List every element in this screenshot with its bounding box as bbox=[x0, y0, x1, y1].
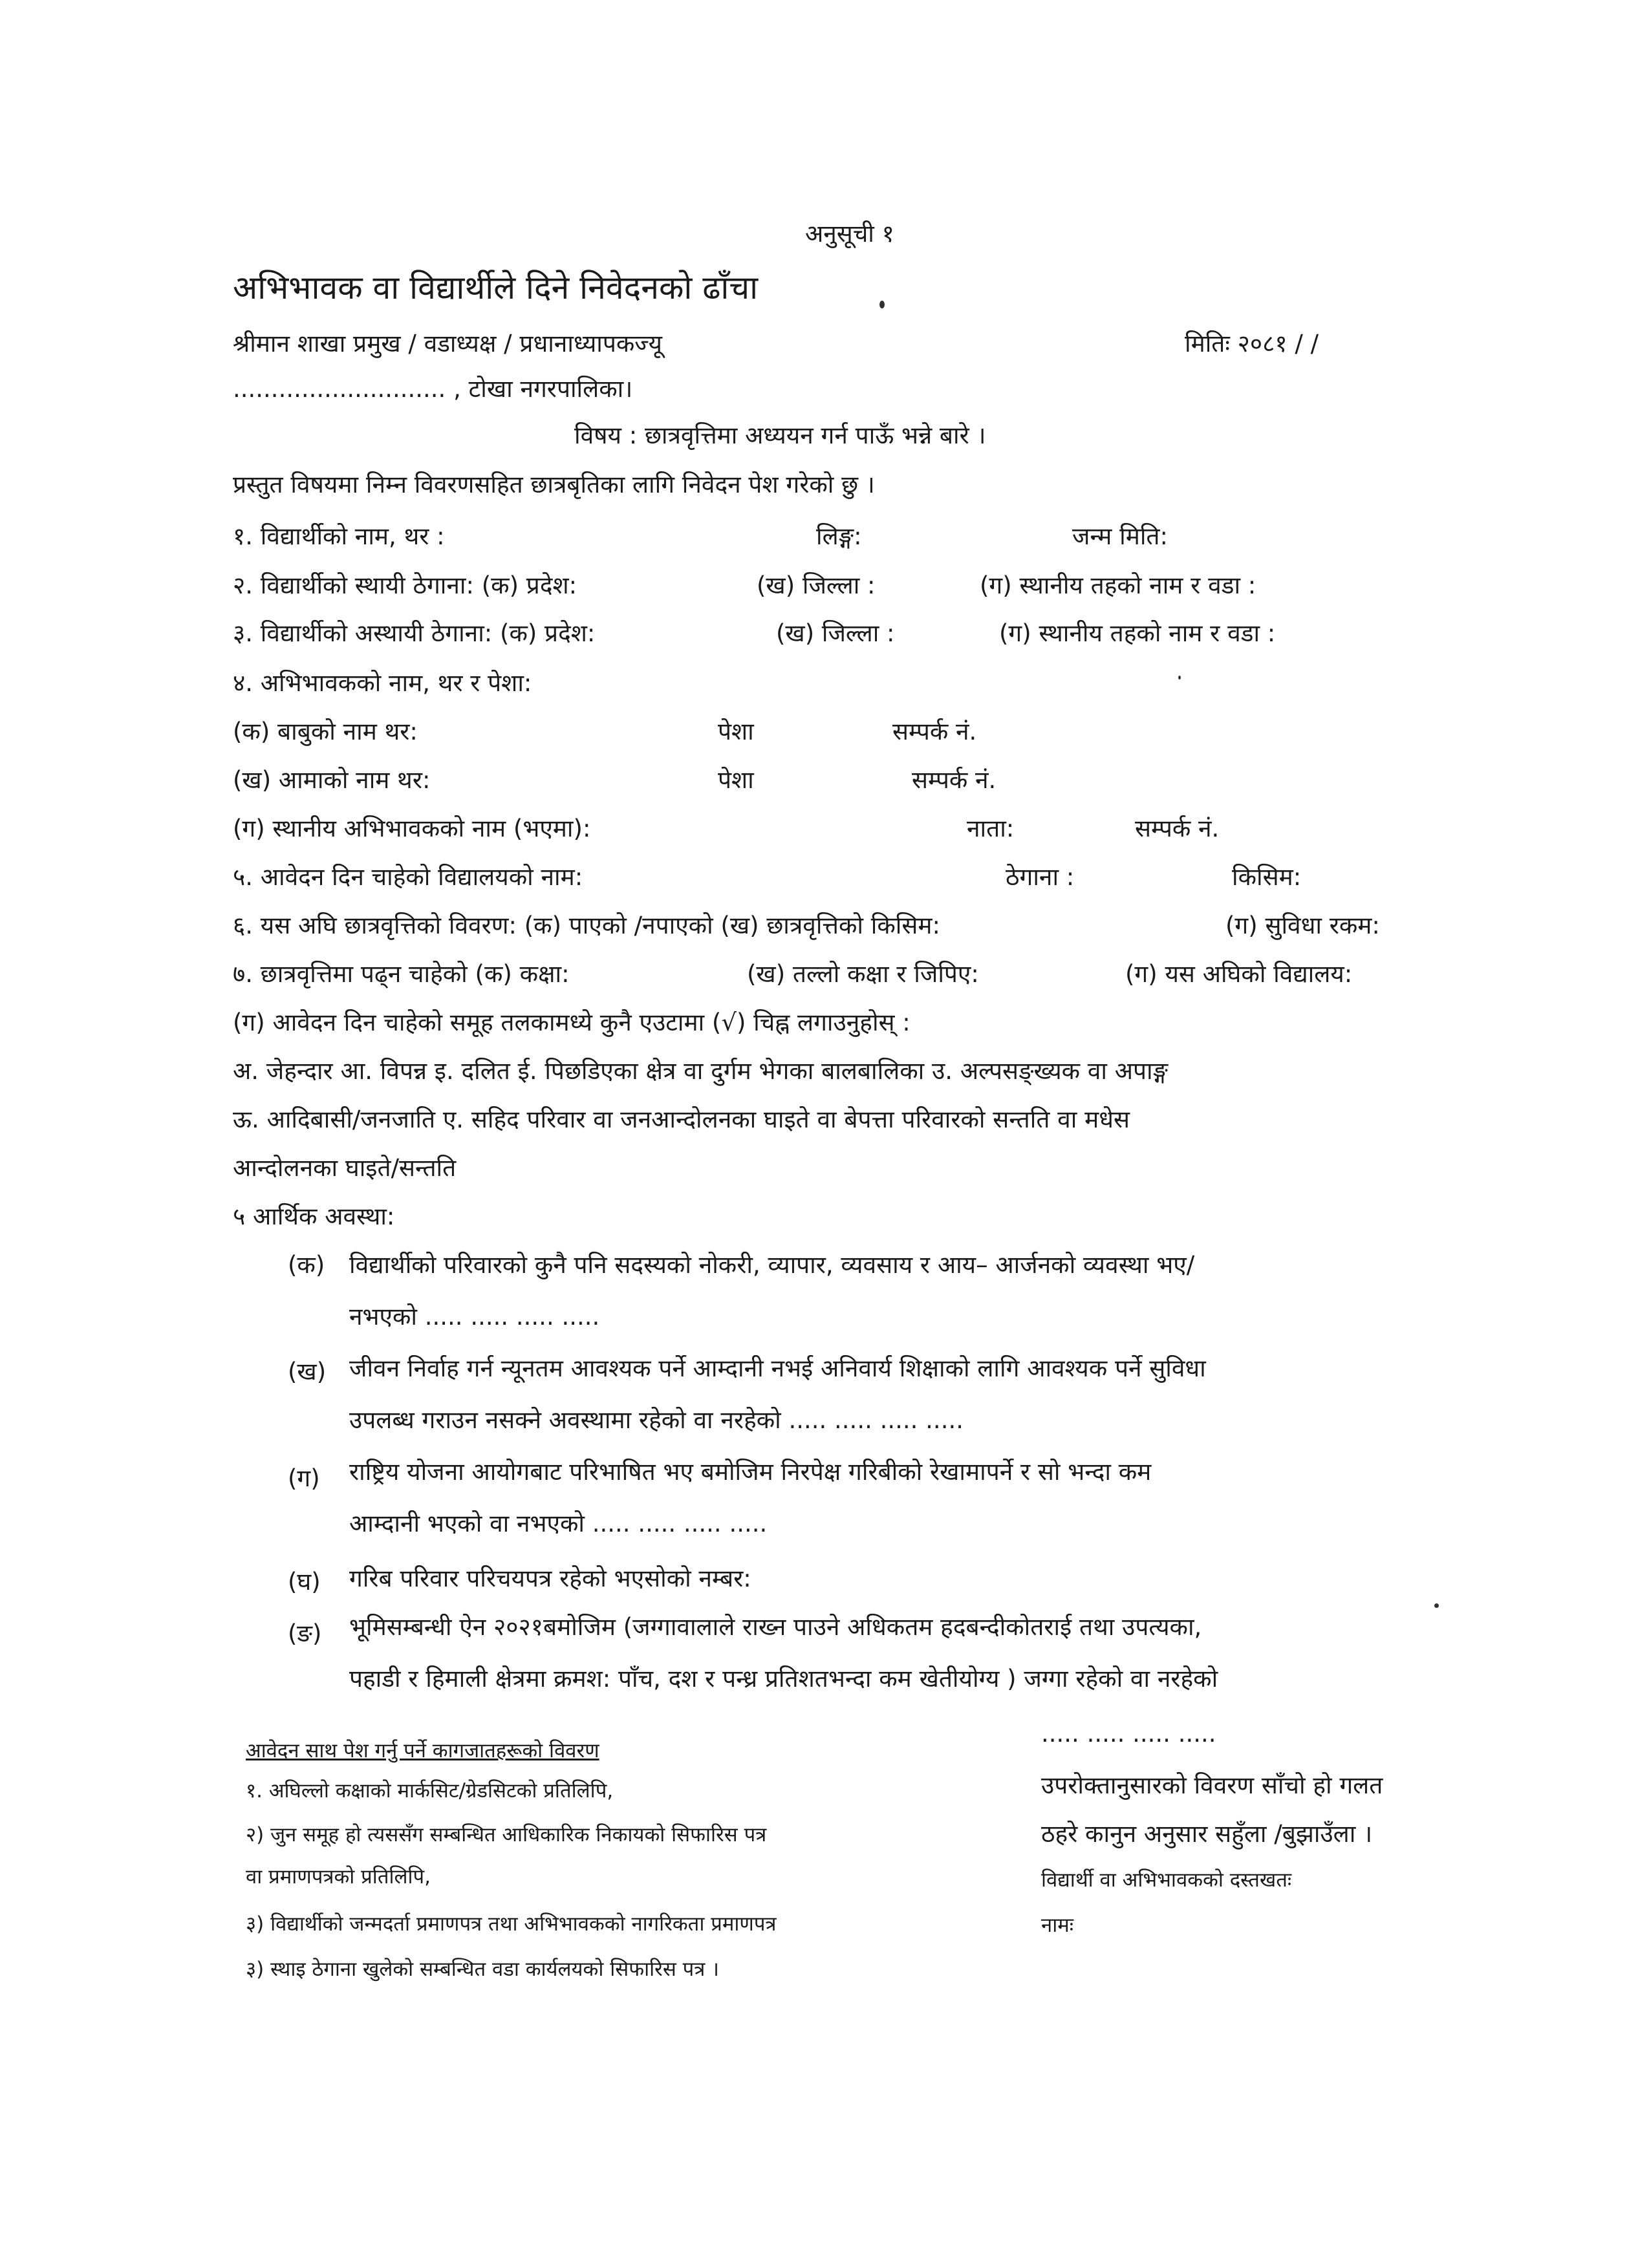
school-type-label: किसिम: bbox=[1232, 863, 1302, 891]
guardian-section-label: ४. अभिभावकको नाम, थर र पेशा: bbox=[233, 669, 532, 697]
temporary-address-label: ३. विद्यार्थीको अस्थायी ठेगाना: (क) प्रदेश: bbox=[233, 619, 596, 647]
documents-heading: आवेदन साथ पेश गर्नु पर्ने कागजातहरूको विवरण bbox=[246, 1739, 599, 1762]
document-item: ३) स्थाइ ठेगाना खुलेको सम्बन्धित वडा कार्यलयको सिफारिस पत्र । bbox=[246, 1958, 719, 1981]
lower-grade-gpa-label: (ख) तल्लो कक्षा र जिपिए: bbox=[747, 960, 979, 988]
economic-item-text: आम्दानी भएको वा नभएको ..... ..... ..... ..... bbox=[349, 1510, 768, 1537]
father-contact-label: सम्पर्क नं. bbox=[892, 718, 977, 745]
previous-scholarship-label: ६. यस अघि छात्रवृत्तिको विवरण: (क) पाएको /नपाएको (ख) छात्रवृत्तिको किसिम: bbox=[233, 912, 940, 939]
father-name-label: (क) बाबुको नाम थर: bbox=[233, 718, 418, 745]
mother-occupation-label: पेशा bbox=[718, 766, 754, 794]
intro-text: प्रस्तुत विषयमा निम्न विवरणसहित छात्रबृतिका लागि निवेदन पेश गरेको छु । bbox=[233, 471, 875, 498]
economic-item-text: नभएको ..... ..... ..... ..... bbox=[349, 1303, 600, 1331]
page-title: अभिभावक वा विद्यार्थीले दिने निवेदनको ढाँचा bbox=[233, 269, 759, 306]
document-item: ३) विद्यार्थीको जन्मदर्ता प्रमाणपत्र तथा अभिभावकको नागरिकता प्रमाणपत्र bbox=[246, 1912, 777, 1936]
scan-speck bbox=[1178, 676, 1181, 679]
school-address-label: ठेगाना : bbox=[1006, 863, 1075, 891]
temporary-local-label: (ग) स्थानीय तहको नाम र वडा : bbox=[999, 619, 1276, 647]
permanent-district-label: (ख) जिल्ला : bbox=[757, 572, 876, 599]
name-label: नामः bbox=[1041, 1914, 1074, 1937]
group-options-line-1: अ. जेहन्दार आ. विपन्न इ. दलित ई. पिछडिएका क्षेत्र वा दुर्गम भेगका बालबालिका उ. अल्पसङ्ख्यक वा अपाङ्ग bbox=[233, 1057, 1169, 1085]
previous-school-label: (ग) यस अघिको विद्यालय: bbox=[1125, 960, 1353, 988]
mother-name-label: (ख) आमाको नाम थर: bbox=[233, 766, 431, 794]
document-item: वा प्रमाणपत्रको प्रतिलिपि, bbox=[246, 1865, 431, 1888]
group-options-line-3: आन्दोलनका घाइते/सन्तति bbox=[233, 1154, 457, 1182]
annex-label: अनुसूची १ bbox=[805, 220, 894, 248]
document-item: २) जुन समूह हो त्यससँग सम्बन्धित आधिकारिक निकायको सिफारिस पत्र bbox=[246, 1823, 767, 1846]
father-occupation-label: पेशा bbox=[718, 718, 754, 745]
local-guardian-label: (ग) स्थानीय अभिभावकको नाम (भएमा): bbox=[233, 815, 591, 842]
economic-item-marker: (ग) bbox=[288, 1464, 320, 1492]
economic-heading: ५ आर्थिक अवस्था: bbox=[233, 1203, 395, 1230]
scholarship-amount-label: (ग) सुविधा रकम: bbox=[1225, 912, 1380, 939]
economic-item-marker: (ख) bbox=[288, 1358, 327, 1385]
salutation: श्रीमान शाखा प्रमुख / वडाध्यक्ष / प्रधानाध्यापकज्यू bbox=[233, 330, 662, 358]
economic-item-marker: (ङ) bbox=[288, 1620, 322, 1647]
economic-item-marker: (घ) bbox=[288, 1568, 321, 1596]
student-name-label: १. विद्यार्थीको नाम, थर : bbox=[233, 522, 445, 550]
economic-item-marker: (क) bbox=[288, 1251, 325, 1279]
declaration-line-2: ठहरे कानुन अनुसार सहुँला /बुझाउँला । bbox=[1041, 1820, 1373, 1848]
address-line: ............................ , टोखा नगरपालिका। bbox=[233, 375, 633, 403]
economic-item-text: जीवन निर्वाह गर्न न्यूनतम आवश्यक पर्ने आम्दानी नभई अनिवार्य शिक्षाको लागि आवश्यक पर्ने सुविधा bbox=[349, 1354, 1206, 1382]
economic-item-text: पहाडी र हिमाली क्षेत्रमा क्रमश: पाँच, दश र पन्ध्र प्रतिशतभन्दा कम खेतीयोग्य ) जग्गा रहेको वा नरहेको bbox=[349, 1665, 1218, 1693]
economic-item-text: भूमिसम्बन्धी ऐन २०२१बमोजिम (जग्गावालाले राख्न पाउने अधिकतम हदबन्दीकोतराई तथा उपत्यका, bbox=[349, 1613, 1202, 1641]
document-item: १. अघिल्लो कक्षाको मार्कसिट/ग्रेडसिटको प्रतिलिपि, bbox=[246, 1779, 614, 1803]
group-instruction: (ग) आवेदन दिन चाहेको समूह तलकामध्ये कुनै एउटामा (√) चिह्न लगाउनुहोस् : bbox=[233, 1009, 911, 1036]
scan-speck bbox=[1434, 1603, 1439, 1608]
economic-item-text: गरिब परिवार परिचयपत्र रहेको भएसोको नम्बर: bbox=[349, 1565, 751, 1592]
dob-label: जन्म मिति: bbox=[1072, 522, 1168, 550]
relation-label: नाता: bbox=[967, 815, 1015, 842]
date-field: मितिः २०८१ / / bbox=[1185, 330, 1319, 358]
grade-label: ७. छात्रवृत्तिमा पढ्न चाहेको (क) कक्षा: bbox=[233, 960, 570, 988]
declaration-line-1: उपरोक्तानुसारको विवरण साँचो हो गलत bbox=[1041, 1771, 1383, 1799]
signature-label: विद्यार्थी वा अभिभावकको दस्तखतः bbox=[1041, 1868, 1292, 1892]
scan-speck bbox=[879, 301, 885, 308]
economic-item-text: विद्यार्थीको परिवारको कुनै पनि सदस्यको नोकरी, व्यापार, व्यवसाय र आय– आर्जनको व्यवस्था भए/ bbox=[349, 1251, 1195, 1279]
school-name-label: ५. आवेदन दिन चाहेको विद्यालयको नाम: bbox=[233, 863, 583, 891]
subject-line: विषय : छात्रवृत्तिमा अध्ययन गर्न पाऊँ भन्ने बारे । bbox=[574, 422, 986, 449]
temporary-district-label: (ख) जिल्ला : bbox=[776, 619, 895, 647]
permanent-local-label: (ग) स्थानीय तहको नाम र वडा : bbox=[980, 572, 1256, 599]
guardian-contact-label: सम्पर्क नं. bbox=[1135, 815, 1220, 842]
economic-item-text: उपलब्ध गराउन नसक्ने अवस्थामा रहेको वा नरहेको ..... ..... ..... ..... bbox=[349, 1406, 964, 1434]
economic-item-text: राष्ट्रिय योजना आयोगबाट परिभाषित भए बमोजिम निरपेक्ष गरिबीको रेखामापर्ने र सो भन्दा कम bbox=[349, 1458, 1152, 1486]
mother-contact-label: सम्पर्क नं. bbox=[912, 766, 997, 794]
gender-label: लिङ्ग: bbox=[816, 522, 862, 550]
group-options-line-2: ऊ. आदिबासी/जनजाति ए. सहिद परिवार वा जनआन्दोलनका घाइते वा बेपत्ता परिवारको सन्तति वा मधेस bbox=[233, 1106, 1130, 1133]
permanent-address-label: २. विद्यार्थीको स्थायी ठेगाना: (क) प्रदेश: bbox=[233, 572, 577, 599]
trailing-dots: ..... ..... ..... ..... bbox=[1041, 1720, 1216, 1748]
